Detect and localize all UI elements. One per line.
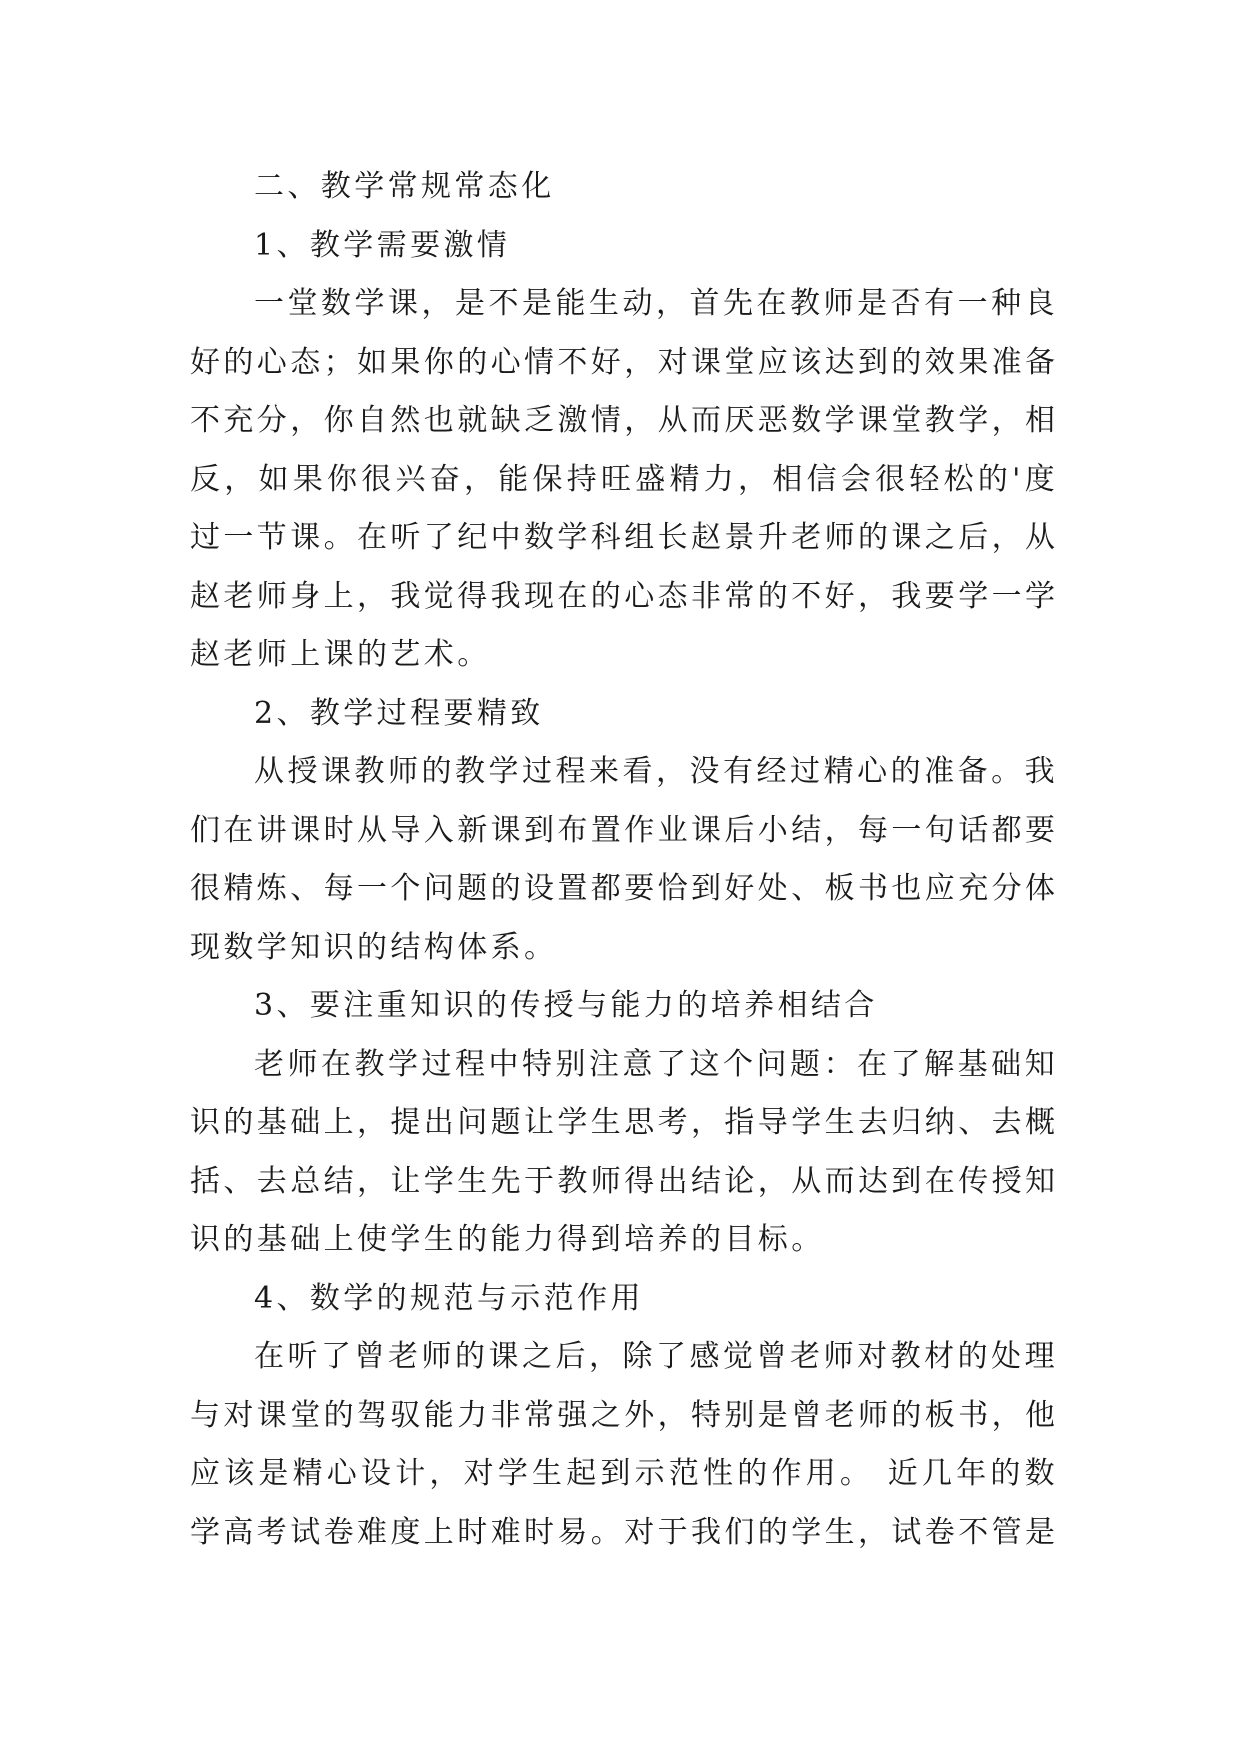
paragraph-line: 过一节课。在听了纪中数学科组长赵景升老师的课之后，从 bbox=[190, 520, 1058, 555]
paragraph-line: 反，如果你很兴奋，能保持旺盛精力，相信会很轻松的'度 bbox=[190, 461, 1058, 497]
paragraph-line: 识的基础上，提出问题让学生思考，指导学生去归纳、去概 bbox=[190, 1105, 1058, 1140]
paragraph-line: 很精炼、每一个问题的设置都要恰到好处、板书也应充分体 bbox=[190, 871, 1058, 906]
paragraph-line: 不充分，你自然也就缺乏激情，从而厌恶数学课堂教学，相 bbox=[190, 403, 1058, 438]
paragraph-line: 学高考试卷难度上时难时易。对于我们的学生，试卷不管是 bbox=[190, 1514, 1058, 1550]
paragraph-line: 括、去总结，让学生先于教师得出结论，从而达到在传授知 bbox=[190, 1163, 1058, 1199]
paragraph-line: 老师在教学过程中特别注意了这个问题：在了解基础知 bbox=[254, 1046, 1058, 1082]
paragraph-line: 从授课教师的教学过程来看，没有经过精心的准备。我 bbox=[254, 754, 1058, 789]
paragraph-line: 与对课堂的驾驭能力非常强之外，特别是曾老师的板书，他 bbox=[190, 1397, 1058, 1433]
subsection-title: 3、要注重知识的传授与能力的培养相结合 bbox=[254, 988, 878, 1023]
paragraph-line: 赵老师上课的艺术。 bbox=[190, 637, 491, 672]
paragraph-line: 在听了曾老师的课之后，除了感觉曾老师对教材的处理 bbox=[254, 1339, 1058, 1374]
subsection-title: 4、数学的规范与示范作用 bbox=[254, 1280, 644, 1316]
paragraph-line: 好的心态；如果你的心情不好，对课堂应该达到的效果准备 bbox=[190, 344, 1058, 380]
document-body bbox=[190, 158, 1058, 1562]
subsection-title: 2、教学过程要精致 bbox=[254, 695, 544, 731]
paragraph-line: 应该是精心设计，对学生起到示范性的作用。 近几年的数 bbox=[190, 1456, 1058, 1491]
paragraph-line: 赵老师身上，我觉得我现在的心态非常的不好，我要学一学 bbox=[190, 578, 1058, 614]
section-heading: 二、教学常规常态化 bbox=[254, 169, 555, 204]
paragraph-line: 们在讲课时从导入新课到布置作业课后小结，每一句话都要 bbox=[190, 812, 1058, 848]
subsection-title: 1、教学需要激情 bbox=[254, 227, 511, 263]
paragraph-line: 现数学知识的结构体系。 bbox=[190, 929, 558, 965]
paragraph-line: 一堂数学课，是不是能生动，首先在教师是否有一种良 bbox=[254, 286, 1058, 321]
paragraph-line: 识的基础上使学生的能力得到培养的目标。 bbox=[190, 1222, 825, 1257]
